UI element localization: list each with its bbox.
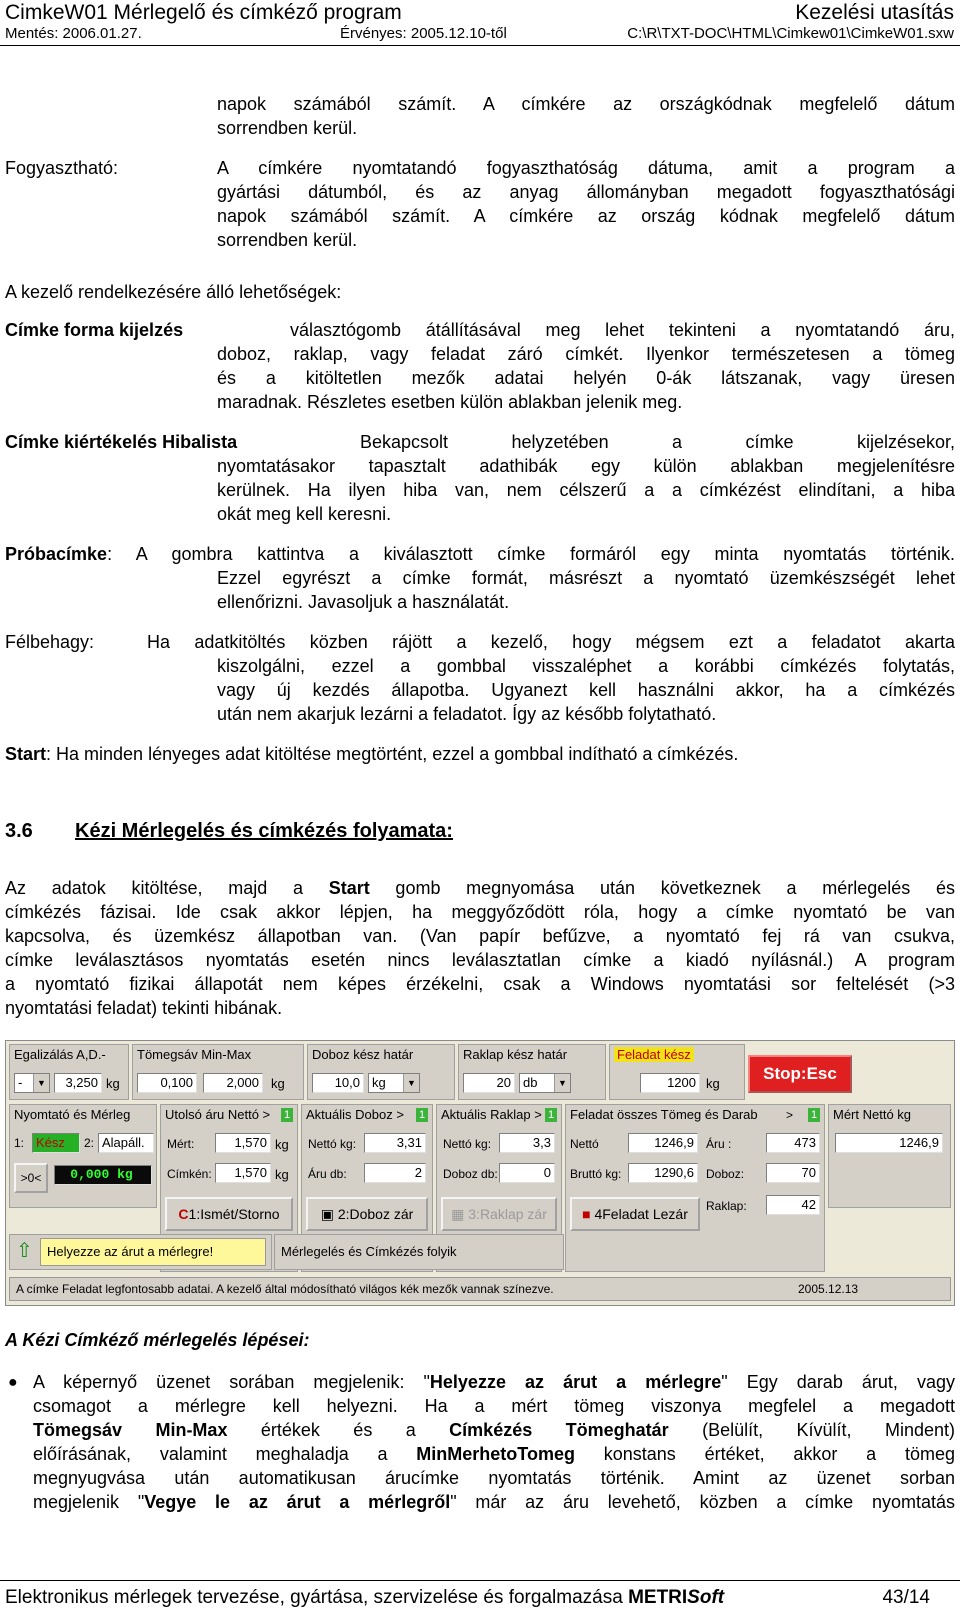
printer2-label: 2: xyxy=(84,1136,95,1150)
feladat-kesz-group xyxy=(609,1044,745,1100)
raklap-zar-button[interactable] xyxy=(441,1197,557,1231)
paragraph-text: konstans értéket, akkor a tömeg xyxy=(574,1444,955,1464)
header-valid: Érvényes: 2005.12.10-től xyxy=(340,25,507,42)
section-number: 3.6 xyxy=(5,820,33,842)
header-saved: Mentés: 2006.01.27. xyxy=(5,25,142,42)
paragraph-line: Ezzel egyrészt a címke formát, másrészt a nyomtató üzemkészségét lehet xyxy=(217,568,955,588)
fogyaszthato-paragraph xyxy=(217,156,955,252)
tomegsav-min[interactable]: 0,100 xyxy=(137,1073,197,1093)
steps-bullet-paragraph xyxy=(33,1370,955,1514)
select-value: - xyxy=(18,1075,23,1090)
arrow-label: > xyxy=(786,1108,794,1122)
paragraph-line: A címkére nyomtatandó fogyaszthatóság dátuma, amit a program a xyxy=(217,158,955,178)
start-line xyxy=(5,742,955,766)
footer-company-text: Elektronikus mérlegek tervezése, gyártása, szervizelése és forgalmazása xyxy=(5,1587,629,1608)
bold-text: Helyezze az árut a mérlegre xyxy=(429,1372,722,1392)
paragraph-text: : A gombra kattintva a kiválasztott címke formáról egy minta nyomtatás történik. xyxy=(107,544,955,564)
cimke-forma-paragraph xyxy=(217,342,955,414)
operator-message: Helyezze az árut a mérlegre! xyxy=(40,1238,266,1266)
group-caption: Doboz kész határ xyxy=(312,1047,414,1062)
paragraph-line: Bekapcsolt helyzetében a címke kijelzésekor, xyxy=(360,432,955,452)
doboz-aru: 2 xyxy=(364,1163,426,1183)
button-label: 2:Doboz zár xyxy=(337,1206,414,1222)
unit-label: kg xyxy=(706,1076,720,1091)
unit-label: kg xyxy=(275,1167,289,1182)
bold-text: Vegye le az árut a mérlegről xyxy=(144,1492,451,1512)
status-text: A címke Feladat legfontosabb adatai. A kezelő által módosítható világos kék mezők vannak színezve. xyxy=(16,1282,554,1296)
button-label: 1:Ismét/Storno xyxy=(188,1206,280,1222)
group-caption: Utolsó áru Nettó > xyxy=(165,1107,271,1122)
bullet-icon: ● xyxy=(8,1374,18,1391)
paragraph-line: napok számából számít. A címkére az ország kódnak megfelelő dátum xyxy=(217,206,955,226)
chevron-down-icon: ▼ xyxy=(403,1074,419,1092)
feladat-raklap: 42 xyxy=(766,1195,820,1215)
field-label: Bruttó kg: xyxy=(570,1167,622,1181)
feladat-brutto: 1290,6 xyxy=(628,1163,698,1183)
paragraph-text: " Egy darab árut, vagy xyxy=(721,1372,955,1392)
page-number: 43/14 xyxy=(882,1587,930,1608)
expand-badge[interactable]: 1 xyxy=(416,1108,428,1122)
paragraph-line: a nyomtató fizikai állapotát nem képes érzékelni, csak a Windows nyomtatási sor feltelését (>3 xyxy=(5,974,955,994)
doboz-netto: 3,31 xyxy=(364,1133,426,1153)
paragraph-text: Az adatok kitöltése, majd a xyxy=(5,878,329,898)
paragraph-text: : Ha minden lényeges adat kitöltése megtörtént, ezzel a gombbal indítható a címkézés. xyxy=(46,744,739,764)
egalizalas-group xyxy=(9,1044,129,1100)
paragraph-text: (Belülít, Kívülít, Mindent) xyxy=(668,1420,955,1440)
paragraph-line: sorrendben kerül. xyxy=(217,230,358,250)
intro-paragraph xyxy=(217,92,955,140)
cimke-kiert-paragraph xyxy=(217,454,955,526)
header-title: CimkeW01 Mérlegelő és címkéző program xyxy=(5,1,402,24)
select-value: db xyxy=(523,1075,538,1090)
paragraph-line: nyomtatásakor tapasztalt adathibák egy külön ablakban megjelenítésre xyxy=(217,456,955,476)
paragraph-line: választógomb átállításával meg lehet tekinteni a nyomtatandó áru, xyxy=(290,320,955,340)
footer-brand: METRI xyxy=(628,1587,688,1608)
unit-label: kg xyxy=(106,1076,120,1091)
egalizalas-value[interactable]: 3,250 xyxy=(54,1073,102,1093)
group-caption: Egalizálás A,D.- xyxy=(14,1047,106,1062)
mode-text: Mérlegelés és Címkézés folyik xyxy=(281,1244,457,1259)
paragraph-line: okát meg kell keresni. xyxy=(217,504,392,524)
paragraph-line: és a kitöltetlen mezők adatai helyén 0-ák látszanak, vagy üresen xyxy=(217,368,955,388)
pallet-icon: ▦ xyxy=(451,1206,469,1222)
paragraph-line: csomagot a mérlegre kell helyezni. Ha a mért tömeg viszonya megfelel a megadott xyxy=(33,1396,955,1416)
unit-label: kg xyxy=(271,1076,285,1091)
app-screenshot xyxy=(5,1040,955,1306)
group-caption: Aktuális Doboz > xyxy=(306,1107,404,1122)
probacimke-paragraph xyxy=(217,566,955,614)
alapall-status: Alapáll. xyxy=(98,1133,154,1153)
box-icon: ▣ xyxy=(320,1206,338,1222)
button-label: 4Feladat Lezár xyxy=(594,1206,688,1222)
options-intro: A kezelő rendelkezésére álló lehetőségek: xyxy=(5,282,342,302)
egalizalas-select[interactable] xyxy=(14,1073,50,1093)
group-caption: Mért Nettó kg xyxy=(833,1107,912,1122)
mert-netto-value: 1246,9 xyxy=(835,1133,943,1153)
group-caption: Feladat összes Tömeg és Darab xyxy=(570,1107,758,1122)
mert-netto-group xyxy=(828,1104,951,1208)
chevron-down-icon: ▼ xyxy=(33,1074,49,1092)
footer-brand-suffix: Soft xyxy=(687,1587,725,1608)
field-label: Címkén: xyxy=(167,1167,212,1181)
field-label: Nettó kg: xyxy=(308,1137,357,1151)
header-path: C:\R\TXT-DOC\HTML\Cimkew01\CimkeW01.sxw xyxy=(627,25,954,42)
paragraph-line: ellenőrizni. Javasoljuk a használatát. xyxy=(217,592,510,612)
paragraph-line: kapcsolva, és üzemkész állapotban van. (Van papír befűzve, a nyomtató fej rá van csukva, xyxy=(5,926,955,946)
cimke-forma-label: Címke forma kijelzés xyxy=(5,320,184,340)
printer1-label: 1: xyxy=(14,1136,25,1150)
feladat-netto: 1246,9 xyxy=(628,1133,698,1153)
field-label: Áru db: xyxy=(308,1167,347,1181)
paragraph-text: előírásának, valamint meghaladja a xyxy=(33,1444,417,1464)
paragraph-line: vagy új kezdés állapotba. Ugyanezt kell használni akkor, ha a címkézés xyxy=(217,680,955,700)
doboz-kesz-unit-select[interactable] xyxy=(368,1073,420,1093)
paragraph-line: gyártási dátumból, és az anyag állományban megadott fogyaszthatósági xyxy=(217,182,955,202)
field-label: Doboz db: xyxy=(443,1167,498,1181)
probacimke-label: Próbacímke xyxy=(5,544,108,564)
paragraph-text: " már az áru levehető, közben a címke nyomtatás xyxy=(450,1492,956,1512)
doboz-kesz-group xyxy=(307,1044,455,1100)
raklap-kesz-value[interactable]: 20 xyxy=(463,1073,515,1093)
start-keyword: Start xyxy=(328,878,370,898)
paragraph-line: doboz, raklap, vagy feladat záró címkét. Ilyenkor természetesen a tömeg xyxy=(217,344,955,364)
footer-text xyxy=(5,1587,724,1609)
field-label: Nettó kg: xyxy=(443,1137,492,1151)
button-label: 3:Raklap zár xyxy=(468,1206,547,1222)
weight-display: 0,000 kg xyxy=(54,1165,152,1185)
feladat-doboz: 70 xyxy=(766,1163,820,1183)
paragraph-line: kiszolgálni, ezzel a gombbal visszaléphet a korábbi címkézés folytatás, xyxy=(217,656,955,676)
message-bar xyxy=(9,1234,272,1270)
group-caption: Nyomtató és Mérleg xyxy=(14,1107,131,1122)
section-paragraph xyxy=(5,876,955,1020)
feladat-group xyxy=(565,1104,825,1272)
stop-button[interactable]: Stop:Esc xyxy=(748,1055,852,1093)
select-value: kg xyxy=(372,1075,386,1090)
page-header xyxy=(0,0,960,46)
paragraph-text: A képernyő üzenet sorában megjelenik: " xyxy=(33,1372,430,1392)
unit-label: kg xyxy=(275,1137,289,1152)
expand-badge[interactable]: 1 xyxy=(545,1108,557,1122)
raklap-kesz-unit-select[interactable] xyxy=(519,1073,571,1093)
tomegsav-max[interactable]: 2,000 xyxy=(203,1073,263,1093)
kesz-status: Kész xyxy=(32,1133,80,1153)
paragraph-line: nyomtatási feladat) tekinti hibának. xyxy=(5,998,283,1018)
chevron-down-icon: ▼ xyxy=(554,1074,570,1092)
storno-icon: C xyxy=(178,1206,189,1222)
page-footer xyxy=(0,1580,960,1612)
paragraph-line: maradnak. Részletes esetben külön ablakban jelenik meg. xyxy=(217,392,683,412)
start-label: Start xyxy=(5,744,47,764)
intro-line: sorrendben kerül. xyxy=(217,118,358,138)
felbehagy-paragraph xyxy=(217,654,955,726)
paragraph-line: címke leválasztásos nyomtatás esetén nincs leválasztatlan címke a kiadó nyílásnál.) A program xyxy=(5,950,955,970)
tomegsav-group xyxy=(132,1044,304,1100)
probacimke-line1 xyxy=(5,542,955,566)
section-title: Kézi Mérlegelés és címkézés folyamata: xyxy=(75,820,453,842)
paragraph-text: értékek és a xyxy=(227,1420,450,1440)
paragraph-line: címkézés fázisai. Ide csak akkor lépjen, ha meggyőződött róla, hogy a címke nyomtató be van xyxy=(5,902,955,922)
field-label: Doboz: xyxy=(706,1167,745,1181)
paragraph-line: megnyugvása után automatikusan árucímke nyomtatás történik. Amint az üzenet sorban xyxy=(33,1468,955,1488)
paragraph-line: után nem akarjuk lezárni a feladatot. Így az később folytatható. xyxy=(217,704,717,724)
raklap-doboz: 0 xyxy=(499,1163,555,1183)
utolso-mert: 1,570 xyxy=(215,1133,271,1153)
field-label: Mért: xyxy=(167,1137,195,1151)
group-caption: Aktuális Raklap > xyxy=(441,1107,542,1122)
steps-title: A Kézi Címkéző mérlegelés lépései: xyxy=(5,1330,310,1350)
zero-button[interactable]: >0< xyxy=(14,1163,48,1193)
arrow-up-icon: ⇧ xyxy=(16,1240,33,1262)
group-caption: Feladat kész xyxy=(614,1047,694,1062)
close-task-icon: ■ xyxy=(582,1206,595,1222)
status-bar xyxy=(9,1277,951,1301)
expand-badge[interactable]: 1 xyxy=(281,1108,293,1122)
feladat-kesz-value[interactable]: 1200 xyxy=(640,1073,700,1093)
section-heading xyxy=(5,820,453,843)
cimke-forma-line1 xyxy=(290,318,955,342)
field-label: Raklap: xyxy=(706,1199,747,1213)
cimke-kiert-label: Címke kiértékelés Hibalista xyxy=(5,432,238,452)
fogyaszthato-label: Fogyasztható: xyxy=(5,158,119,178)
field-label: Nettó xyxy=(570,1137,599,1151)
nyomtato-group xyxy=(9,1104,157,1208)
feladat-aru: 473 xyxy=(766,1133,820,1153)
header-doc-type: Kezelési utasítás xyxy=(795,1,954,24)
felbehagy-label: Félbehagy: xyxy=(5,632,95,652)
status-date: 2005.12.13 xyxy=(798,1282,859,1296)
field-label: Áru : xyxy=(706,1137,732,1151)
bold-text: Címkézés Tömeghatár xyxy=(449,1420,669,1440)
bold-text: MinMerhetoTomeg xyxy=(416,1444,575,1464)
bold-text: Tömegsáv Min-Max xyxy=(33,1420,228,1440)
doboz-zar-button[interactable] xyxy=(306,1197,428,1231)
intro-line: napok számából számít. A címkére az országkódnak megfelelő dátum xyxy=(217,94,955,114)
doboz-kesz-value[interactable]: 10,0 xyxy=(312,1073,364,1093)
paragraph-text: gomb megnyomása után következnek a mérlegelés és xyxy=(369,878,955,898)
expand-badge[interactable]: 1 xyxy=(808,1108,820,1122)
ismet-storno-button[interactable] xyxy=(165,1197,293,1231)
paragraph-line: Ha adatkitöltés közben rájött a kezelő, hogy mégsem ezt a feladatot akarta xyxy=(147,632,955,652)
paragraph-text: megjelenik " xyxy=(33,1492,145,1512)
paragraph-line: kerülnek. Ha ilyen hiba van, nem célszerű a a címkézést elindítani, a hiba xyxy=(217,480,955,500)
feladat-lezar-button[interactable] xyxy=(570,1197,700,1231)
mode-bar xyxy=(274,1234,564,1270)
utolso-cimken: 1,570 xyxy=(215,1163,271,1183)
group-caption: Tömegsáv Min-Max xyxy=(137,1047,252,1062)
raklap-netto: 3,3 xyxy=(499,1133,555,1153)
cimke-kiert-line1 xyxy=(360,430,955,454)
felbehagy-line1 xyxy=(147,630,955,654)
group-caption: Raklap kész határ xyxy=(463,1047,568,1062)
raklap-kesz-group xyxy=(458,1044,606,1100)
